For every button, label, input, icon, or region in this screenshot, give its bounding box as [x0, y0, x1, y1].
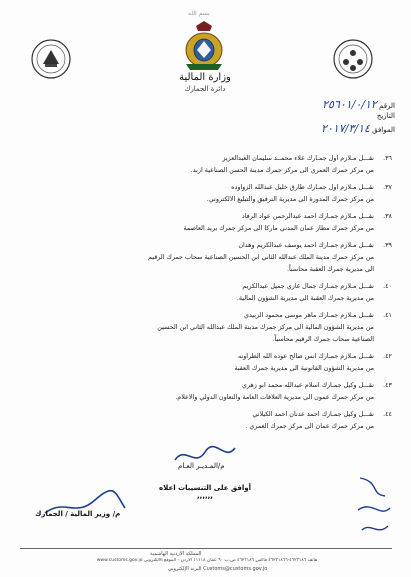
item-line-2: من مديرية جمرك العقبة الى مديرية الشؤون المالية. [236, 294, 374, 302]
item-line-2: من مركز جمرك عمون الى مديرية العلاقات العامة والتعاون الدولي والاعلام. [175, 393, 374, 401]
list-item [20, 350, 392, 374]
ref-value: ٢٥٦٠١/٠/١٢ [322, 98, 377, 111]
item-line-2: من مديرية الشؤون القانونية الى مديرية جمرك العقبة [234, 364, 374, 372]
item-number: ٤١. [383, 311, 392, 319]
item-line-3: الصناعية سحاب جمرك الرقيم محاسباً. [272, 335, 374, 343]
list-item [20, 181, 392, 205]
item-line-1: نقـــل مـلازم جمـارك انس صالح عوده الله الطراونه [238, 352, 374, 360]
ministry-title: وزارة المالية [179, 72, 231, 83]
item-line-1: نقـــل مـلازم اول جمـارك علاء محمــد سليمان العبدالعزيز [222, 154, 374, 162]
director-title: م/المـديـر العـام [178, 462, 225, 470]
item-line-2: من مركز جمرك مدينة الملك عبدالله الثاني ابن الحسين الصناعية سحاب جمرك الرقيم [148, 253, 374, 261]
item-line-1: نقـــل مـلازم جمـارك احمد يوسف عبدالكريم وهدان [238, 241, 374, 249]
list-item [20, 408, 392, 432]
ref-label: الرقم [379, 102, 395, 110]
basmala: بسم الله [188, 10, 210, 17]
item-number: ٣٩. [383, 241, 392, 249]
item-line-2: من مركز جمرك عمان الى مركز جمرك العمري . [245, 422, 374, 430]
footer-email: البريد الإلكتروني Customs@customs.gov.jo [168, 566, 268, 572]
footer-country: المملكة الاردنية الهاشمية [150, 551, 202, 557]
date-value: ٢٠١٧/٣/١٤ [321, 122, 370, 135]
item-number: ٤٣. [383, 381, 392, 389]
list-item [20, 210, 392, 234]
item-line-1: نقـــل مـلازم جمـارك جمال غازي جميل عبدالكريم [242, 282, 374, 290]
footer-divider [20, 548, 392, 549]
margin-signature-icon [350, 470, 395, 540]
item-number: ٣٧. [383, 183, 392, 191]
department-title: دائرة الجمارك [184, 85, 226, 93]
list-item [20, 239, 392, 275]
approval-text: أوافق على التنسيبات اعلاه ,,,,,, [159, 484, 251, 500]
royal-crest-icon [181, 20, 227, 72]
corresponds-label: الموافق [372, 126, 395, 134]
item-line-1: نقـــل مـلازم اول جمـارك طارق خليل عبدالله الزواوده [231, 183, 374, 191]
item-line-2: من مركز جمرك العمري الى مركز جمرك مدينة الحسن الصناعية اربد. [190, 166, 374, 174]
item-number: ٣٦. [383, 154, 392, 162]
item-line-2: من مديرية الشؤون المالية الى مركز جمرك مدينة الملك عبدالله الثاني ابن الحسين [157, 323, 374, 331]
item-number: ٤٤. [383, 410, 392, 418]
list-item [20, 280, 392, 304]
item-number: ٣٨. [383, 212, 392, 220]
list-item [20, 152, 392, 176]
ref-row [265, 98, 395, 111]
item-line-2: من مركز جمرك المدورة الى مديرية الترفيق والتبليغ الالكتروني. [206, 195, 374, 203]
item-line-1: نقـــل مـلازم جمـارك احمد عبدالرحمن عواد الرفاد [241, 212, 374, 220]
minister-title: م/ وزير المالية / الجمارك [35, 510, 121, 518]
corresponds-row [265, 122, 395, 135]
date-label: التاريخ [376, 112, 395, 120]
item-line-1: نقـــل وكيل جمـارك اسلام عبدالله محمد ابو زهري [241, 381, 374, 389]
list-item [20, 379, 392, 403]
transfer-list [20, 152, 392, 437]
item-line-1: نقـــل مـلازم جمـارك ماهر موسى محمود الزبيدي [243, 311, 374, 319]
customs-logo-left-icon [30, 38, 72, 80]
item-line-3: الى مديرية جمرك العقبة محاسباً. [286, 265, 374, 273]
item-line-1: نقـــل وكيل جمـارك احمد عدنان احمد الكيلاني [252, 410, 374, 418]
date-row [265, 112, 395, 120]
item-line-2: من مركز جمرك مطار عمان المدني ماركا الى مركز جمرك بريد العاصمة [183, 224, 374, 232]
item-number: ٤٠. [383, 282, 392, 290]
list-item [20, 309, 392, 345]
item-number: ٤٢. [383, 352, 392, 360]
footer-contact: هاتف ٤٦٢٣١٨٦-٤٦٢٣١٨٦٦ فاكس ٤٦٢٣١٨٦ ص.ب ٩٠ عمان ١١١١٨ الاردن - الموقع الالكتروني www.customs.gov.jo [96, 558, 318, 563]
customs-logo-right-icon [332, 38, 374, 80]
